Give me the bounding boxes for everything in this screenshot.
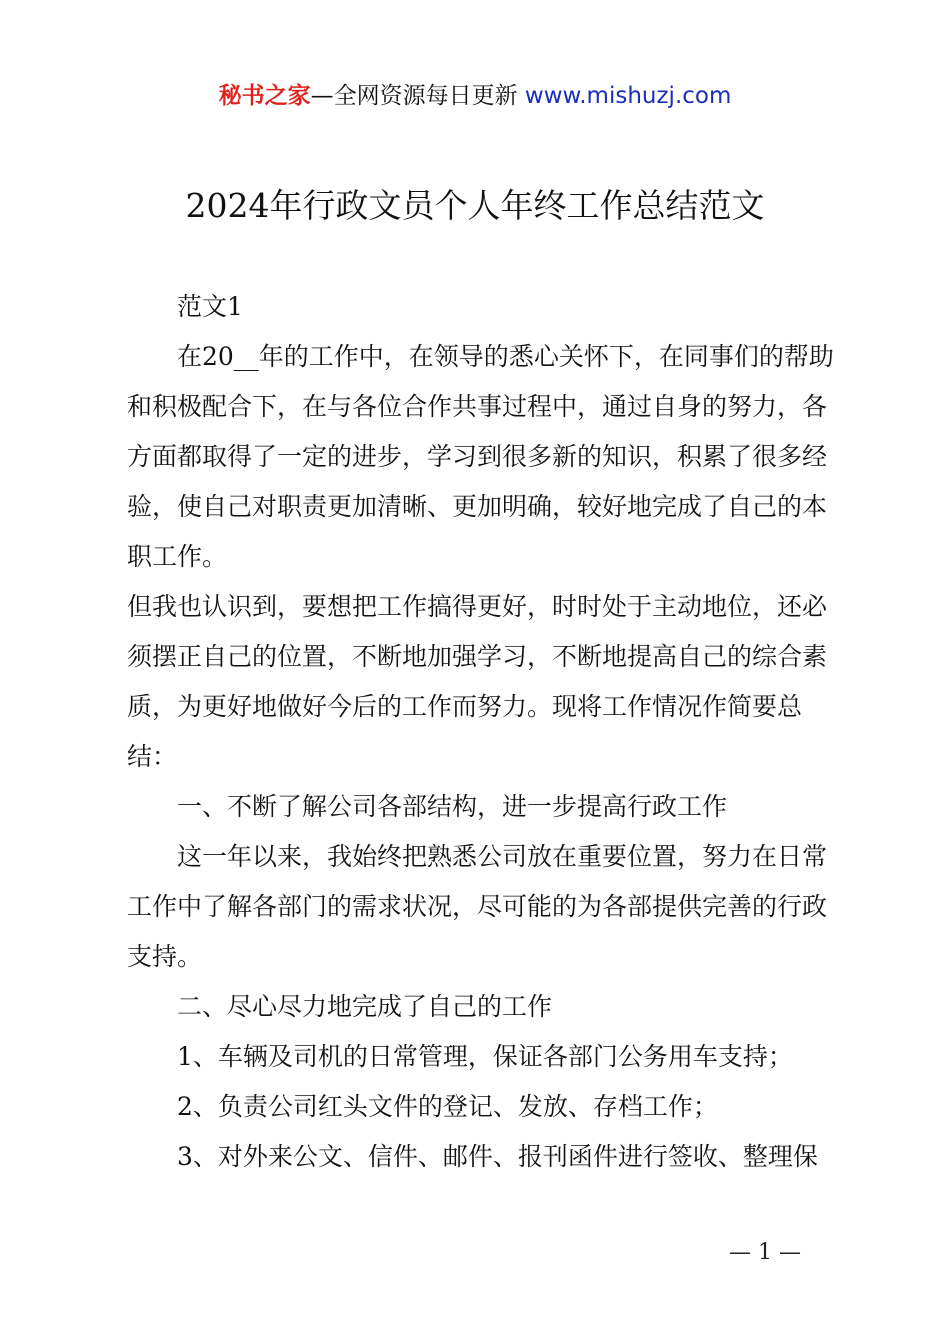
document-body xyxy=(127,282,837,1182)
section-heading-1: 一、不断了解公司各部结构，进一步提高行政工作 xyxy=(177,792,728,821)
site-url-link[interactable]: www.mishuzj.com xyxy=(524,83,732,109)
document-title: 2024年行政文员个人年终工作总结范文 xyxy=(185,186,765,225)
paragraph-reflection: 但我也认识到，要想把工作搞得更好，时时处于主动地位，还必须摆正自己的位置，不断地加强学习，不断地提高自己的综合素质，为更好地做好今后的工作而努力。现将工作情况作简要总结： xyxy=(127,592,828,771)
list-item-2: 2、负责公司红头文件的登记、发放、存档工作； xyxy=(177,1092,718,1121)
list-item-3: 3、对外来公文、信件、邮件、报刊函件进行签收、整理保 xyxy=(177,1142,818,1171)
paragraph-intro: 在20__年的工作中，在领导的悉心关怀下，在同事们的帮助和积极配合下，在与各位合作共事过程中，通过自身的努力，各方面都取得了一定的进步，学习到很多新的知识，积累了很多经验，使自己对职责更加清晰、更加明确，较好地完成了自己的本职工作。 xyxy=(127,342,834,571)
section-heading-2: 二、尽心尽力地完成了自己的工作 xyxy=(177,992,553,1021)
sample-heading: 范文1 xyxy=(177,292,243,321)
site-header xyxy=(0,80,950,112)
list-item-1: 1、车辆及司机的日常管理，保证各部门公务用车支持； xyxy=(177,1042,793,1071)
page-number: — 1 — xyxy=(729,1240,801,1265)
site-brand: 秘书之家 xyxy=(218,83,311,109)
paragraph-section-1: 这一年以来，我始终把熟悉公司放在重要位置，努力在日常工作中了解各部门的需求状况，尽可能的为各部提供完善的行政支持。 xyxy=(127,842,828,971)
site-tagline: —全网资源每日更新 xyxy=(310,83,518,109)
